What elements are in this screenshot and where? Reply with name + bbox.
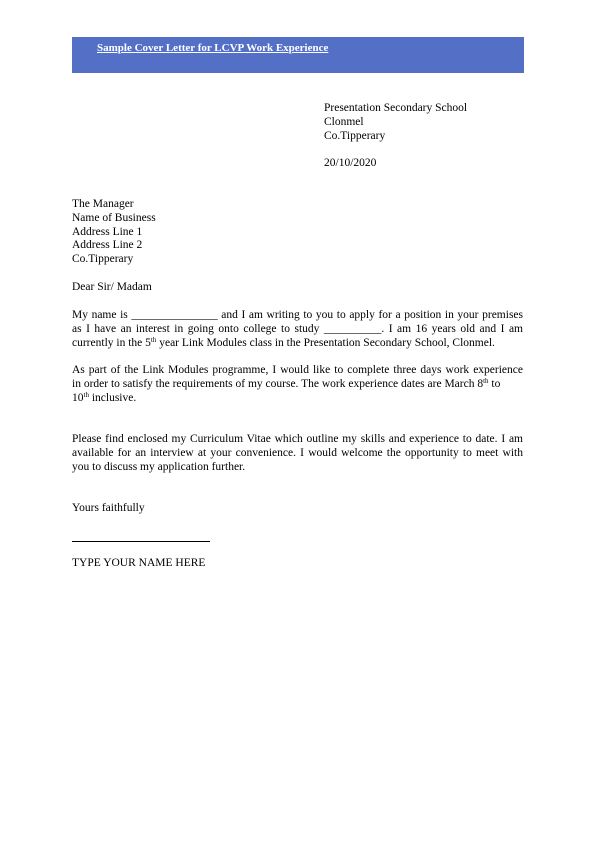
closing-paragraph [72, 433, 523, 474]
paragraph-line [72, 337, 523, 351]
letter-date: 20/10/2020 [324, 157, 377, 169]
recipient-address-line: Address Line 1 [72, 225, 143, 238]
ordinal-suffix: th [483, 376, 489, 385]
recipient-address [72, 198, 156, 267]
paragraph-line: available for an interview at your convenience. I would welcome the opportunity to meet with [72, 446, 523, 459]
recipient-address-line: The Manager [72, 198, 134, 210]
recipient-address-line: Address Line 2 [72, 239, 143, 252]
typed-name: TYPE YOUR NAME HERE [72, 557, 206, 569]
salutation: Dear Sir/ Madam [72, 281, 152, 293]
paragraph-text: inclusive. [88, 391, 137, 404]
sender-address-line: Co.Tipperary [324, 129, 386, 142]
ordinal-suffix: th [150, 335, 157, 344]
paragraph-text: to [488, 377, 501, 390]
recipient-address-line: Co.Tipperary [72, 253, 134, 266]
paragraph-text: currently in the 5 [72, 336, 151, 349]
paragraph-text: 10 [72, 391, 84, 404]
complimentary-close: Yours faithfully [72, 502, 145, 514]
title-banner [72, 37, 524, 73]
sender-address-line: Presentation Secondary School [324, 102, 468, 114]
signature-line [72, 541, 210, 542]
paragraph-line: As part of the Link Modules programme, I would like to complete three days work experience [72, 364, 523, 376]
recipient-address-line: Name of Business [72, 211, 156, 224]
paragraph-line [72, 378, 523, 392]
sender-address-line: Clonmel [324, 115, 364, 128]
paragraph-text: year Link Modules class in the Presentation Secondary School, Clonmel. [156, 336, 495, 349]
paragraph-text: in order to satisfy the requirements of my course. The work experience dates are March 8 [72, 377, 484, 390]
document-title: Sample Cover Letter for LCVP Work Experience [97, 42, 329, 54]
work-experience-paragraph [72, 364, 523, 405]
paragraph-line [72, 392, 523, 406]
ordinal-suffix: th [83, 390, 89, 399]
paragraph-line: Please find enclosed my Curriculum Vitae which outline my skills and experience to date. I am [72, 433, 523, 445]
introduction-paragraph [72, 309, 523, 350]
sender-address [324, 102, 467, 143]
paragraph-line: you to discuss my application further. [72, 460, 246, 473]
paragraph-line: My name is _______________ and I am writing to you to apply for a position in your premises [72, 309, 523, 321]
paragraph-line: as I have an interest in going onto college to study __________. I am 16 years old and I am [72, 322, 523, 335]
